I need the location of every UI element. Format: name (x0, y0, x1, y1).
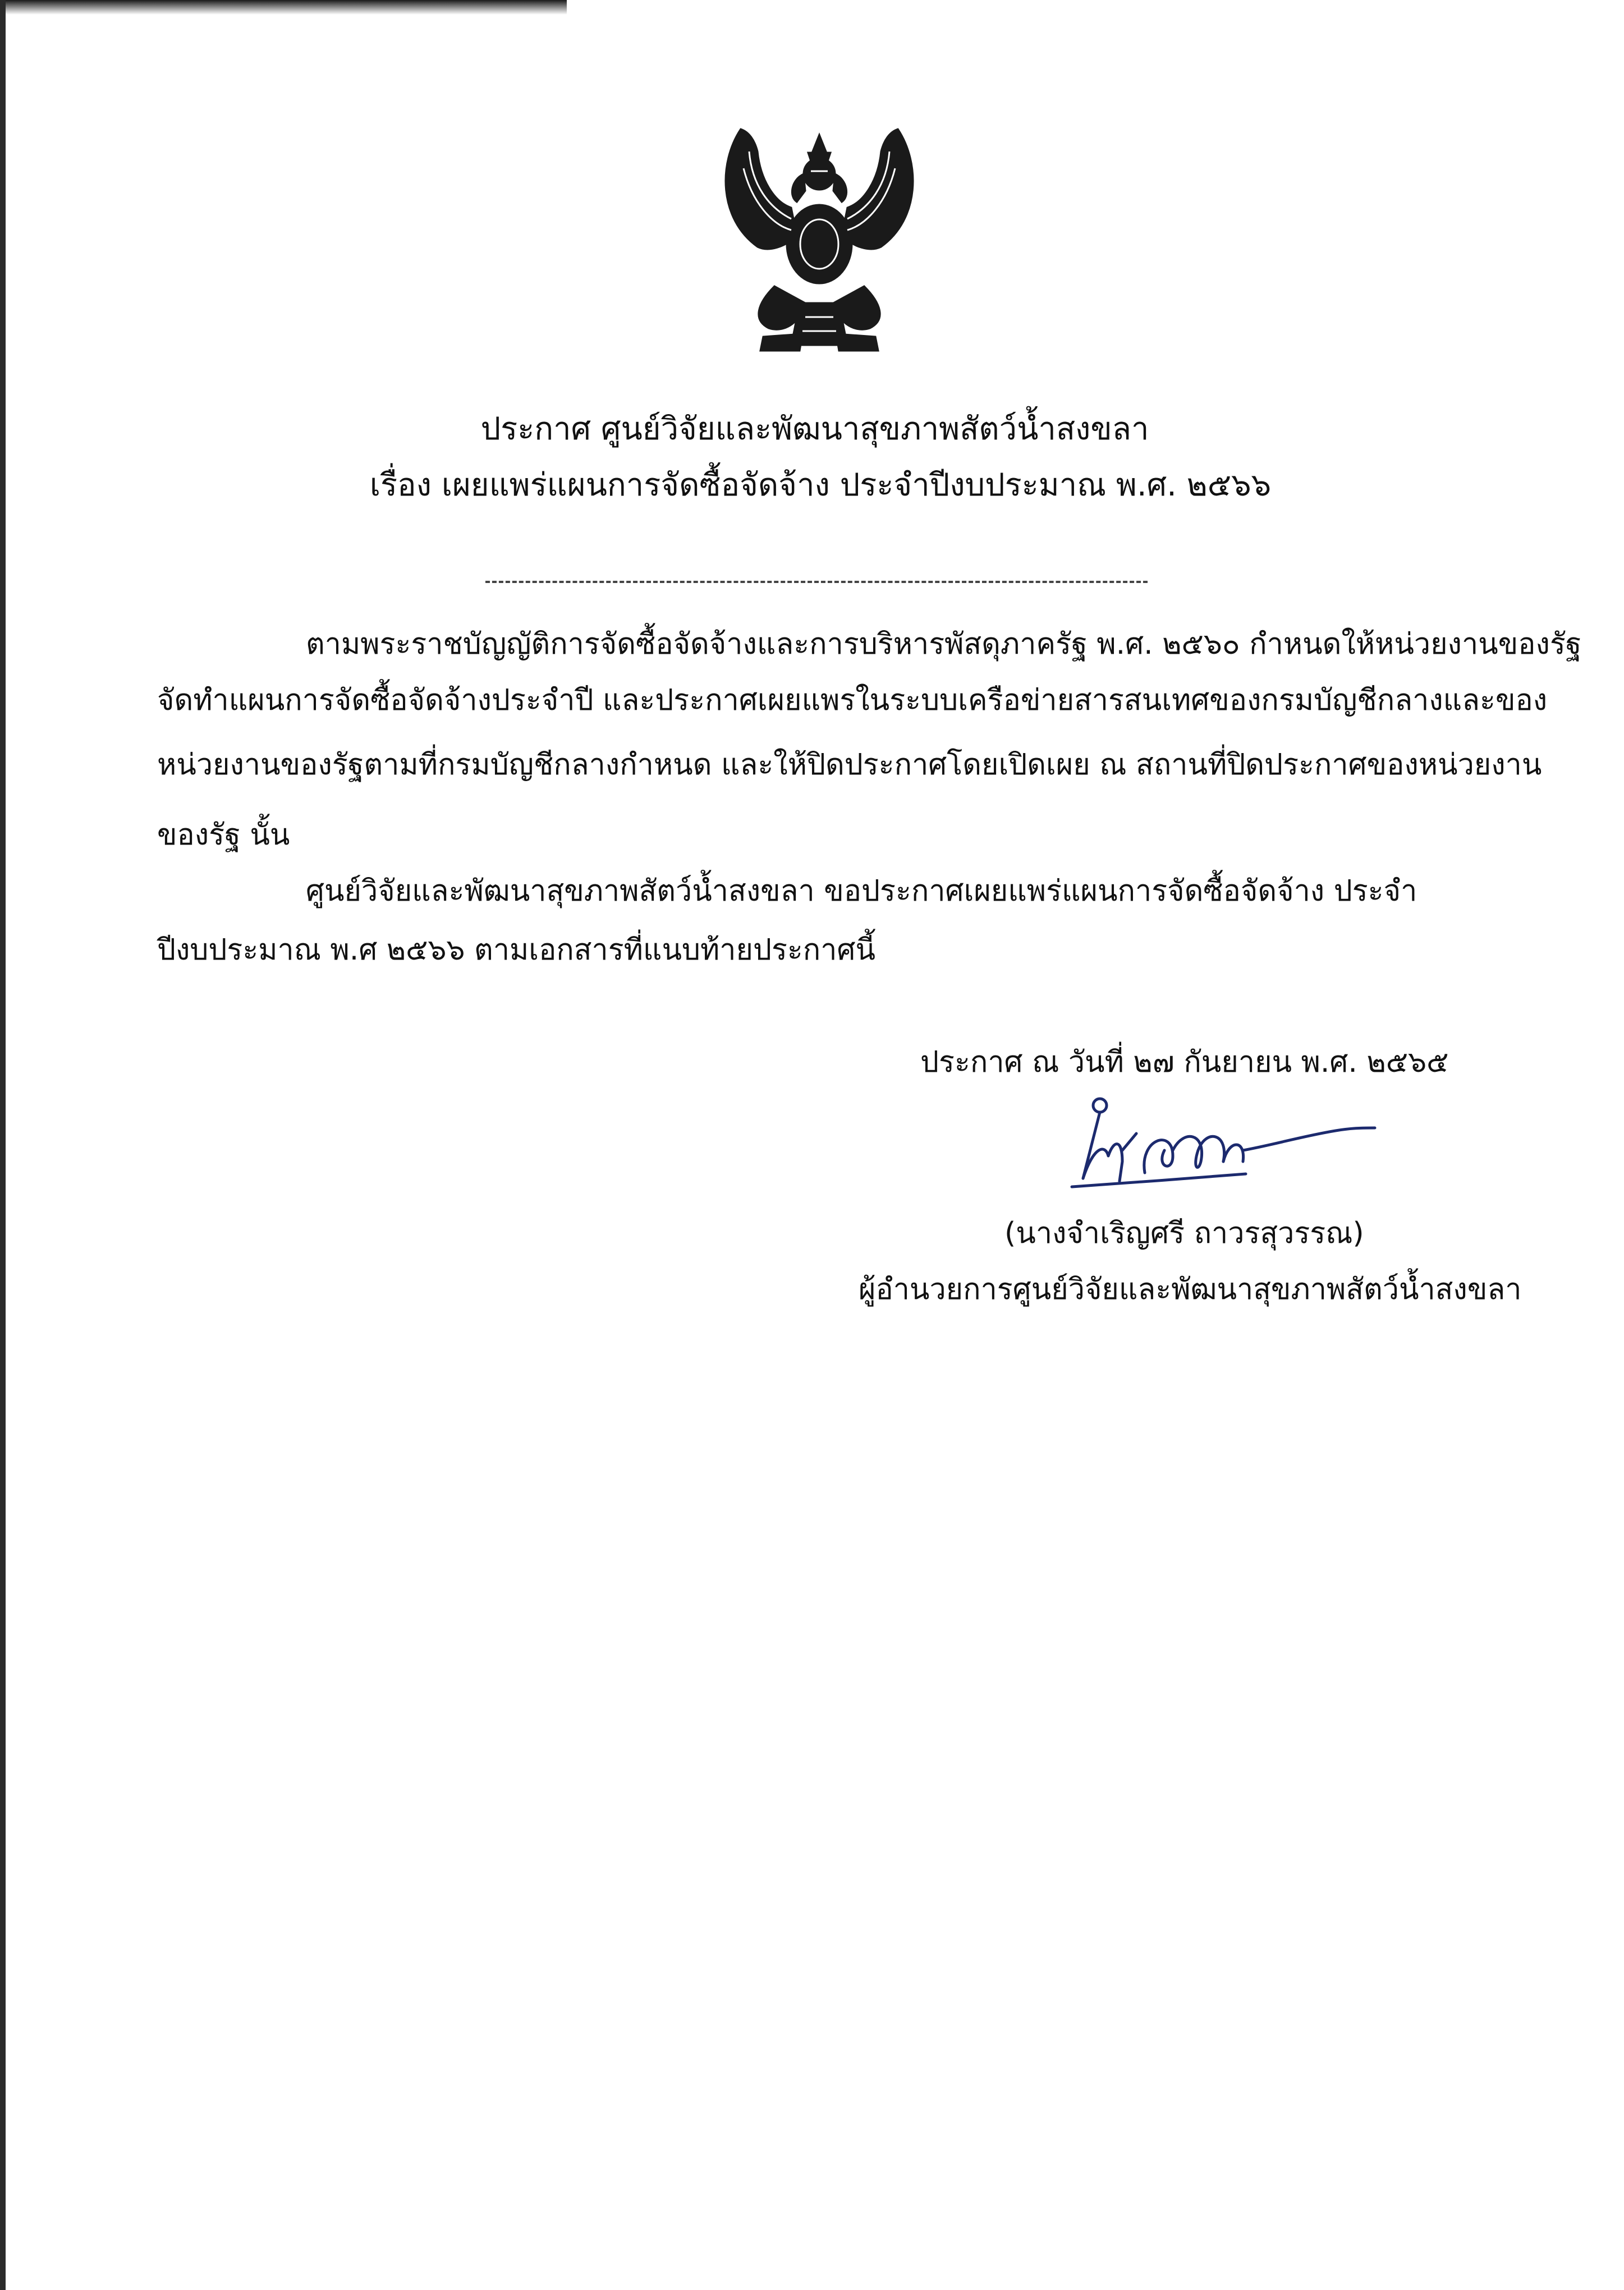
paragraph1-line4: ของรัฐ นั้น (157, 818, 290, 852)
paragraph1-line1: ตามพระราชบัญญัติการจัดซื้อจัดจ้างและการบริหารพัสดุภาครัฐ พ.ศ. ๒๕๖๐ กำหนดให้หน่วยงานของรัฐ (306, 627, 1582, 661)
paragraph1-line3: หน่วยงานของรัฐตามที่กรมบัญชีกลางกำหนด และให้ปิดประกาศโดยเปิดเผย ณ สถานที่ปิดประกาศของหน่วยงาน (157, 748, 1542, 782)
paragraph1-line2: จัดทำแผนการจัดซื้อจัดจ้างประจำปี และประกาศเผยแพรในระบบเครือข่ายสารสนเทศของกรมบัญชีกลางและของ (157, 683, 1548, 717)
signer-name: (นางจำเริญศรี ถาวรสุวรรณ) (1004, 1217, 1364, 1250)
scan-edge-shadow (6, 0, 567, 15)
announcement-date: ประกาศ ณ วันที่ ๒๗ กันยายน พ.ศ. ๒๕๖๕ (920, 1045, 1449, 1079)
paragraph2-line1: ศูนย์วิจัยและพัฒนาสุขภาพสัตว์น้ำสงขลา ขอประกาศเผยแพร่แผนการจัดซื้อจัดจ้าง ประจำ (306, 874, 1417, 908)
paragraph2-line2: ปีงบประมาณ พ.ศ ๒๕๖๖ ตามเอกสารที่แนบท้ายประกาศนี้ (157, 933, 876, 967)
dashed-divider (485, 581, 1148, 583)
signer-title: ผู้อำนวยการศูนย์วิจัยและพัฒนาสุขภาพสัตว์น้ำสงขลา (859, 1273, 1522, 1306)
handwritten-signature (1061, 1083, 1420, 1229)
announcement-title: ประกาศ ศูนย์วิจัยและพัฒนาสุขภาพสัตว์น้ำสงขลา (480, 411, 1149, 447)
garuda-emblem (707, 118, 932, 359)
announcement-subject: เรื่อง เผยแพร่แผนการจัดซื้อจัดจ้าง ประจำปีงบประมาณ พ.ศ. ๒๕๖๖ (369, 467, 1272, 503)
document-page (6, 0, 1624, 2290)
